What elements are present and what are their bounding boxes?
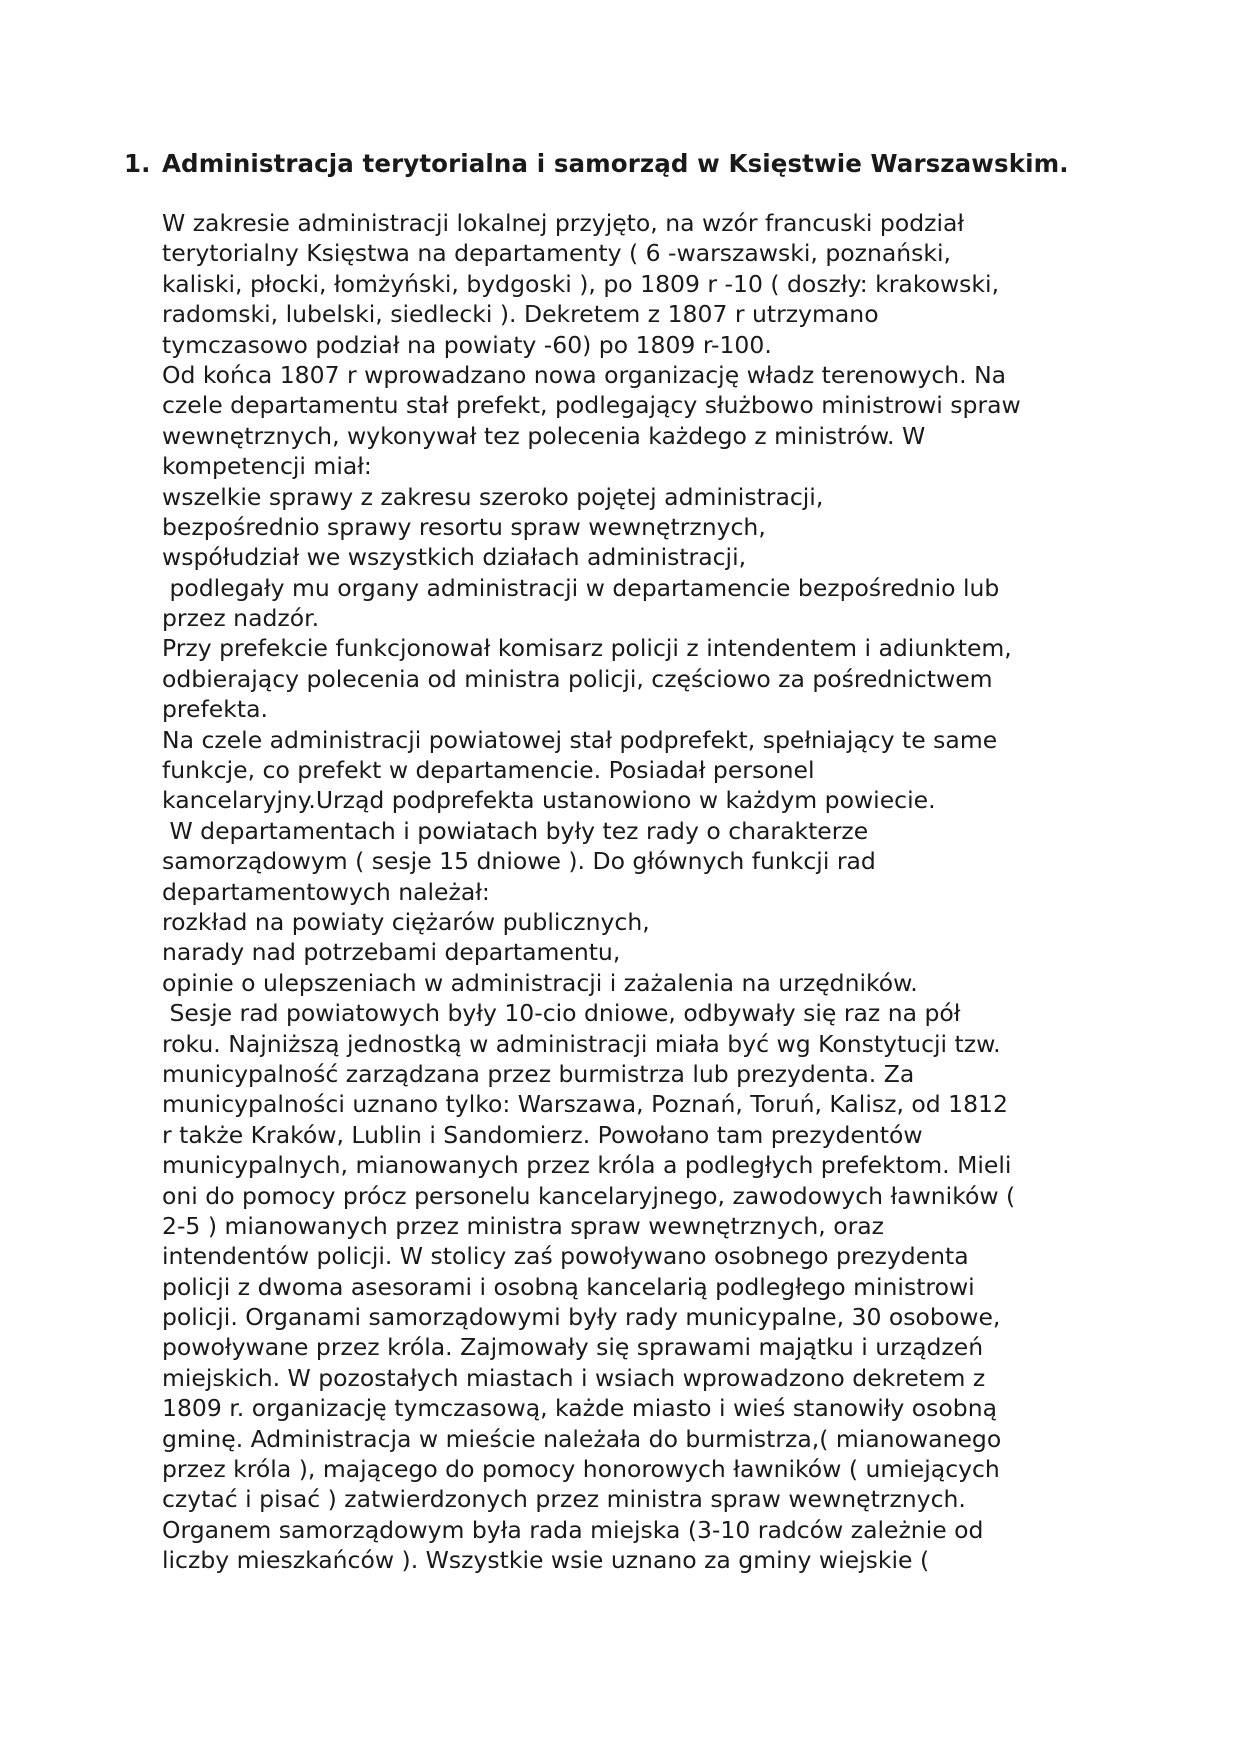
text-line: opinie o ulepszeniach w administracji i zażalenia na urzędników.: [162, 968, 918, 997]
text-line: narady nad potrzebami departamentu,: [162, 938, 621, 967]
text-line: czele departamentu stał prefekt, podlegający służbowo ministrowi spraw: [162, 391, 1021, 420]
text-line: Przy prefekcie funkcjonował komisarz policji z intendentem i adiunktem,: [162, 634, 1012, 663]
text-line: przez nadzór.: [162, 604, 320, 633]
text-line: municypalnych, mianowanych przez króla a podległych prefektom. Mieli: [162, 1151, 1012, 1180]
text-line: 2-5 ) mianowanych przez ministra spraw wewnętrznych, oraz: [162, 1211, 885, 1240]
text-line: samorządowym ( sesje 15 dniowe ). Do głównych funkcji rad: [162, 847, 876, 876]
text-line: Organem samorządowym była rada miejska (3-10 radców zależnie od: [162, 1515, 984, 1544]
heading-number: 1.: [124, 149, 151, 178]
text-line: roku. Najniższą jednostką w administracji miała być wg Konstytucji tzw.: [162, 1029, 1001, 1058]
text-line: liczby mieszkańców ). Wszystkie wsie uznano za gminy wiejskie (: [162, 1546, 930, 1575]
text-line: Na czele administracji powiatowej stał podprefekt, spełniający te same: [162, 725, 998, 754]
heading-title: Administracja terytorialna i samorząd w Księstwie Warszawskim.: [162, 149, 1069, 178]
text-line: bezpośrednio sprawy resortu spraw wewnętrznych,: [162, 512, 766, 541]
text-line: Od końca 1807 r wprowadzano nowa organizację władz terenowych. Na: [162, 360, 1007, 389]
text-line: funkcje, co prefekt w departamencie. Posiadał personel: [162, 756, 815, 785]
text-line: wszelkie sprawy z zakresu szeroko pojętej administracji,: [162, 482, 824, 511]
text-line: municypalność zarządzana przez burmistrza lub prezydenta. Za: [162, 1059, 915, 1088]
text-line: prefekta.: [162, 695, 268, 724]
text-line: tymczasowo podział na powiaty -60) po 1809 r-100.: [162, 330, 772, 359]
text-line: kaliski, płocki, łomżyński, bydgoski ), po 1809 r -10 ( doszły: krakowski,: [162, 269, 1000, 298]
text-line: wewnętrznych, wykonywał tez polecenia każdego z ministrów. W: [162, 421, 926, 450]
text-line: 1809 r. organizację tymczasową, każde miasto i wieś stanowiły osobną: [162, 1394, 998, 1423]
text-line: kompetencji miał:: [162, 452, 372, 481]
text-line: W zakresie administracji lokalnej przyjęto, na wzór francuski podział: [162, 209, 965, 237]
text-line: gminę. Administracja w mieście należała do burmistrza,( mianowanego: [162, 1424, 1002, 1453]
text-line: przez króla ), mającego do pomocy honorowych ławników ( umiejących: [162, 1455, 1000, 1484]
text-line: powoływane przez króla. Zajmowały się sprawami majątku i urządzeń: [162, 1333, 984, 1362]
section-heading: [124, 146, 1124, 182]
text-line: W departamentach i powiatach były tez rady o charakterze: [162, 816, 869, 845]
text-line: policji z dwoma asesorami i osobną kancelarią podległego ministrowi: [162, 1272, 975, 1301]
text-line: terytorialny Księstwa na departamenty ( 6 -warszawski, poznański,: [162, 239, 951, 268]
text-line: policji. Organami samorządowymi były rady municypalne, 30 osobowe,: [162, 1303, 1001, 1332]
text-line: czytać i pisać ) zatwierdzonych przez ministra spraw wewnętrznych.: [162, 1485, 966, 1514]
text-line: municypalności uznano tylko: Warszawa, Poznań, Toruń, Kalisz, od 1812: [162, 1090, 1008, 1119]
text-line: odbierający polecenia od ministra policji, częściowo za pośrednictwem: [162, 664, 993, 693]
text-line: miejskich. W pozostałych miastach i wsiach wprowadzono dekretem z: [162, 1363, 986, 1392]
text-line: Sesje rad powiatowych były 10-cio dniowe, odbywały się raz na pół: [162, 999, 961, 1028]
text-line: kancelaryjny.Urząd podprefekta ustanowiono w każdym powiecie.: [162, 786, 936, 815]
text-line: r także Kraków, Lublin i Sandomierz. Powołano tam prezydentów: [162, 1120, 923, 1149]
text-line: oni do pomocy prócz personelu kancelaryjnego, zawodowych ławników (: [162, 1181, 1016, 1210]
text-line: intendentów policji. W stolicy zaś powoływano osobnego prezydenta: [162, 1242, 969, 1271]
text-line: radomski, lubelski, siedlecki ). Dekretem z 1807 r utrzymano: [162, 300, 879, 329]
text-line: departamentowych należał:: [162, 877, 490, 906]
text-line: podlegały mu organy administracji w departamencie bezpośrednio lub: [162, 573, 1000, 602]
body-text: [162, 208, 1122, 1576]
text-line: rozkład na powiaty ciężarów publicznych,: [162, 907, 650, 936]
text-line: współudział we wszystkich działach administracji,: [162, 543, 747, 572]
